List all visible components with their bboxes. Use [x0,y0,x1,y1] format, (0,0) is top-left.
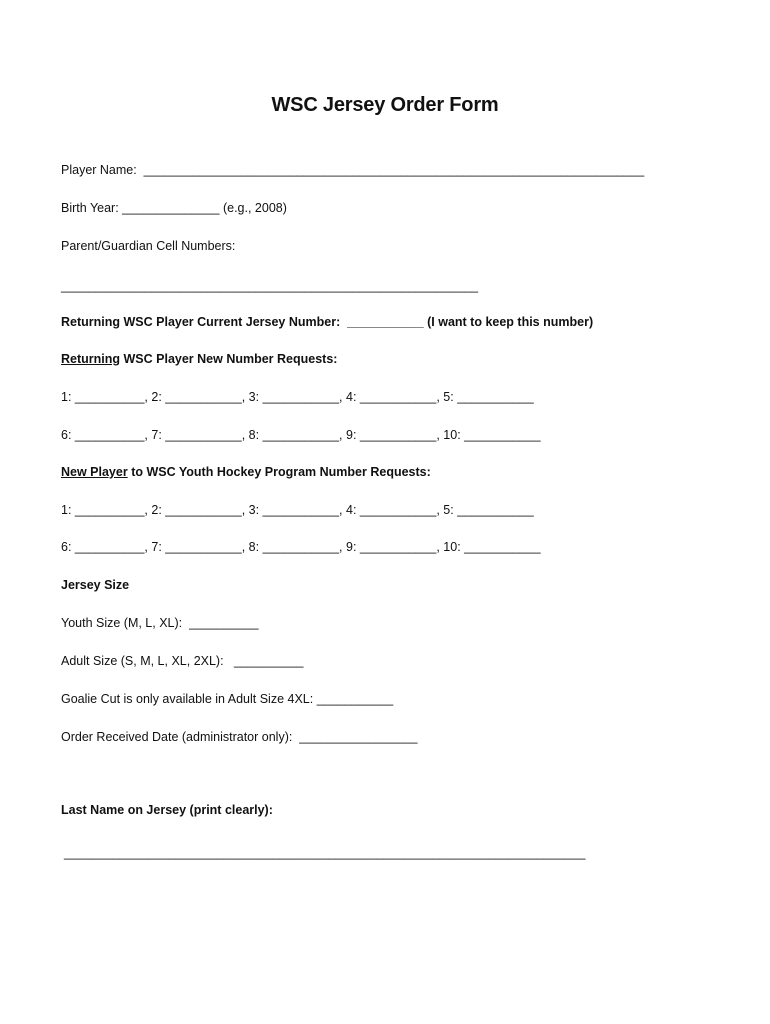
last-name-field[interactable]: ___________________________________________________________________________ [64,846,586,860]
form-title: WSC Jersey Order Form [271,94,499,116]
returning-requests-row-1[interactable]: 1: __________, 2: ___________, 3: ___________, 4: ___________, 5: ___________ [61,390,534,404]
returning-requests-rest: WSC Player New Number Requests: [120,352,338,366]
parent-cell-label: Parent/Guardian Cell Numbers: [61,239,236,253]
new-player-underlined: New Player [61,465,128,479]
goalie-cut-field[interactable]: Goalie Cut is only available in Adult Size 4XL: ___________ [61,692,394,706]
player-name-field[interactable]: Player Name: ________________________________________________________________________ [61,163,645,177]
youth-size-field[interactable]: Youth Size (M, L, XL): __________ [61,616,259,630]
birth-year-field[interactable]: Birth Year: ______________ (e.g., 2008) [61,201,287,215]
parent-cell-field[interactable]: ____________________________________________________________ [61,279,479,293]
returning-requests-heading [61,351,337,367]
returning-underlined: Returning [61,352,121,366]
new-player-requests-rest: to WSC Youth Hockey Program Number Requests: [127,465,431,479]
order-received-date-field[interactable]: Order Received Date (administrator only): _________________ [61,730,418,744]
new-player-requests-heading [61,464,431,480]
returning-requests-row-2[interactable]: 6: __________, 7: ___________, 8: ___________, 9: ___________, 10: ___________ [61,428,541,442]
new-requests-row-2[interactable]: 6: __________, 7: ___________, 8: ___________, 9: ___________, 10: ___________ [61,540,541,554]
last-name-label: Last Name on Jersey (print clearly): [61,803,273,817]
returning-current-number-field[interactable]: Returning WSC Player Current Jersey Number: ___________ (I want to keep this number) [61,315,594,329]
jersey-size-heading: Jersey Size [61,578,130,592]
new-requests-row-1[interactable]: 1: __________, 2: ___________, 3: ___________, 4: ___________, 5: ___________ [61,503,534,517]
adult-size-field[interactable]: Adult Size (S, M, L, XL, 2XL): __________ [61,654,304,668]
